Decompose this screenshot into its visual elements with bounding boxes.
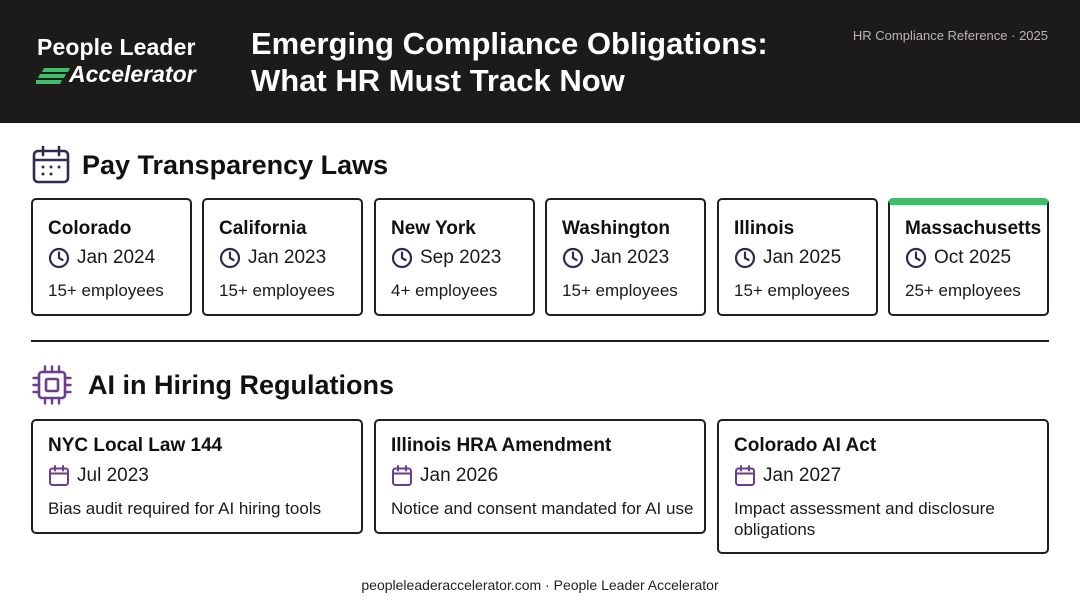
brand-logo (36, 34, 226, 90)
state-name: New York (391, 218, 476, 239)
state-card-illinois (717, 198, 878, 316)
pay-transparency-heading (32, 145, 388, 185)
state-name: Massachusetts (905, 218, 1042, 239)
effective-date-line (734, 247, 841, 269)
regulation-name: Colorado AI Act (734, 435, 877, 456)
regulation-card-illinois-hra (374, 419, 706, 534)
effective-date: Jan 2027 (763, 465, 842, 486)
effective-date-line (391, 465, 498, 487)
employee-threshold: 15+ employees (734, 281, 850, 300)
effective-date: Sep 2023 (420, 247, 502, 268)
effective-date: Jan 2026 (420, 465, 499, 486)
clock-icon (562, 247, 584, 269)
state-law-cards (31, 198, 1049, 316)
clock-icon (48, 247, 70, 269)
page-title-line1: Emerging Compliance Obligations: (251, 26, 768, 61)
section-title: Pay Transparency Laws (82, 149, 389, 180)
employee-threshold: 15+ employees (219, 281, 335, 300)
chip-icon (32, 365, 72, 405)
section-title: AI in Hiring Regulations (88, 369, 395, 400)
page-title (251, 25, 851, 99)
footer-credit: peopleleaderaccelerator.com · People Leader Accelerator (361, 577, 719, 593)
state-name: Washington (562, 218, 670, 239)
state-name: Colorado (48, 218, 132, 239)
ai-hiring-heading (32, 365, 394, 405)
calendar-icon (391, 465, 413, 487)
brand-name-line1: People Leader (37, 34, 196, 60)
effective-date: Oct 2025 (934, 247, 1012, 268)
state-card-washington (545, 198, 706, 316)
effective-date-line (219, 247, 326, 269)
effective-date: Jan 2023 (248, 247, 327, 268)
effective-date: Jan 2023 (591, 247, 670, 268)
clock-icon (219, 247, 241, 269)
brand-name-line2: Accelerator (69, 61, 196, 87)
clock-icon (905, 247, 927, 269)
state-card-colorado (31, 198, 192, 316)
calendar-icon (32, 145, 72, 185)
employee-threshold: 25+ employees (905, 281, 1021, 300)
speed-lines-icon (36, 67, 70, 85)
effective-date-line (48, 247, 155, 269)
regulation-name: NYC Local Law 144 (48, 435, 223, 456)
state-card-massachusetts (888, 198, 1049, 316)
calendar-icon (734, 465, 756, 487)
effective-date-line (391, 247, 501, 269)
state-card-new-york (374, 198, 535, 316)
regulation-description: Impact assessment and disclosure obligations (734, 499, 995, 539)
regulation-card-nyc-ll144 (31, 419, 363, 534)
calendar-icon (48, 465, 70, 487)
regulation-description: Notice and consent mandated for AI use (391, 499, 694, 518)
reference-label: HR Compliance Reference · 2025 (852, 28, 1048, 43)
page-title-line2: What HR Must Track Now (251, 63, 625, 98)
clock-icon (734, 247, 756, 269)
effective-date-line (562, 247, 669, 269)
employee-threshold: 4+ employees (391, 281, 498, 300)
effective-date: Jan 2024 (77, 247, 156, 268)
effective-date-line (905, 247, 1011, 269)
clock-icon (391, 247, 413, 269)
state-name: California (219, 218, 307, 239)
regulation-card-colorado-ai-act (717, 419, 1049, 554)
effective-date: Jul 2023 (77, 465, 149, 486)
regulation-description: Bias audit required for AI hiring tools (48, 499, 322, 518)
effective-date-line (48, 465, 149, 487)
section-divider (31, 340, 1049, 342)
effective-date: Jan 2025 (763, 247, 842, 268)
effective-date-line (734, 465, 841, 487)
employee-threshold: 15+ employees (562, 281, 678, 300)
state-card-california (202, 198, 363, 316)
employee-threshold: 15+ employees (48, 281, 164, 300)
header-banner (0, 0, 1080, 123)
regulation-name: Illinois HRA Amendment (391, 435, 612, 456)
state-name: Illinois (734, 218, 795, 239)
